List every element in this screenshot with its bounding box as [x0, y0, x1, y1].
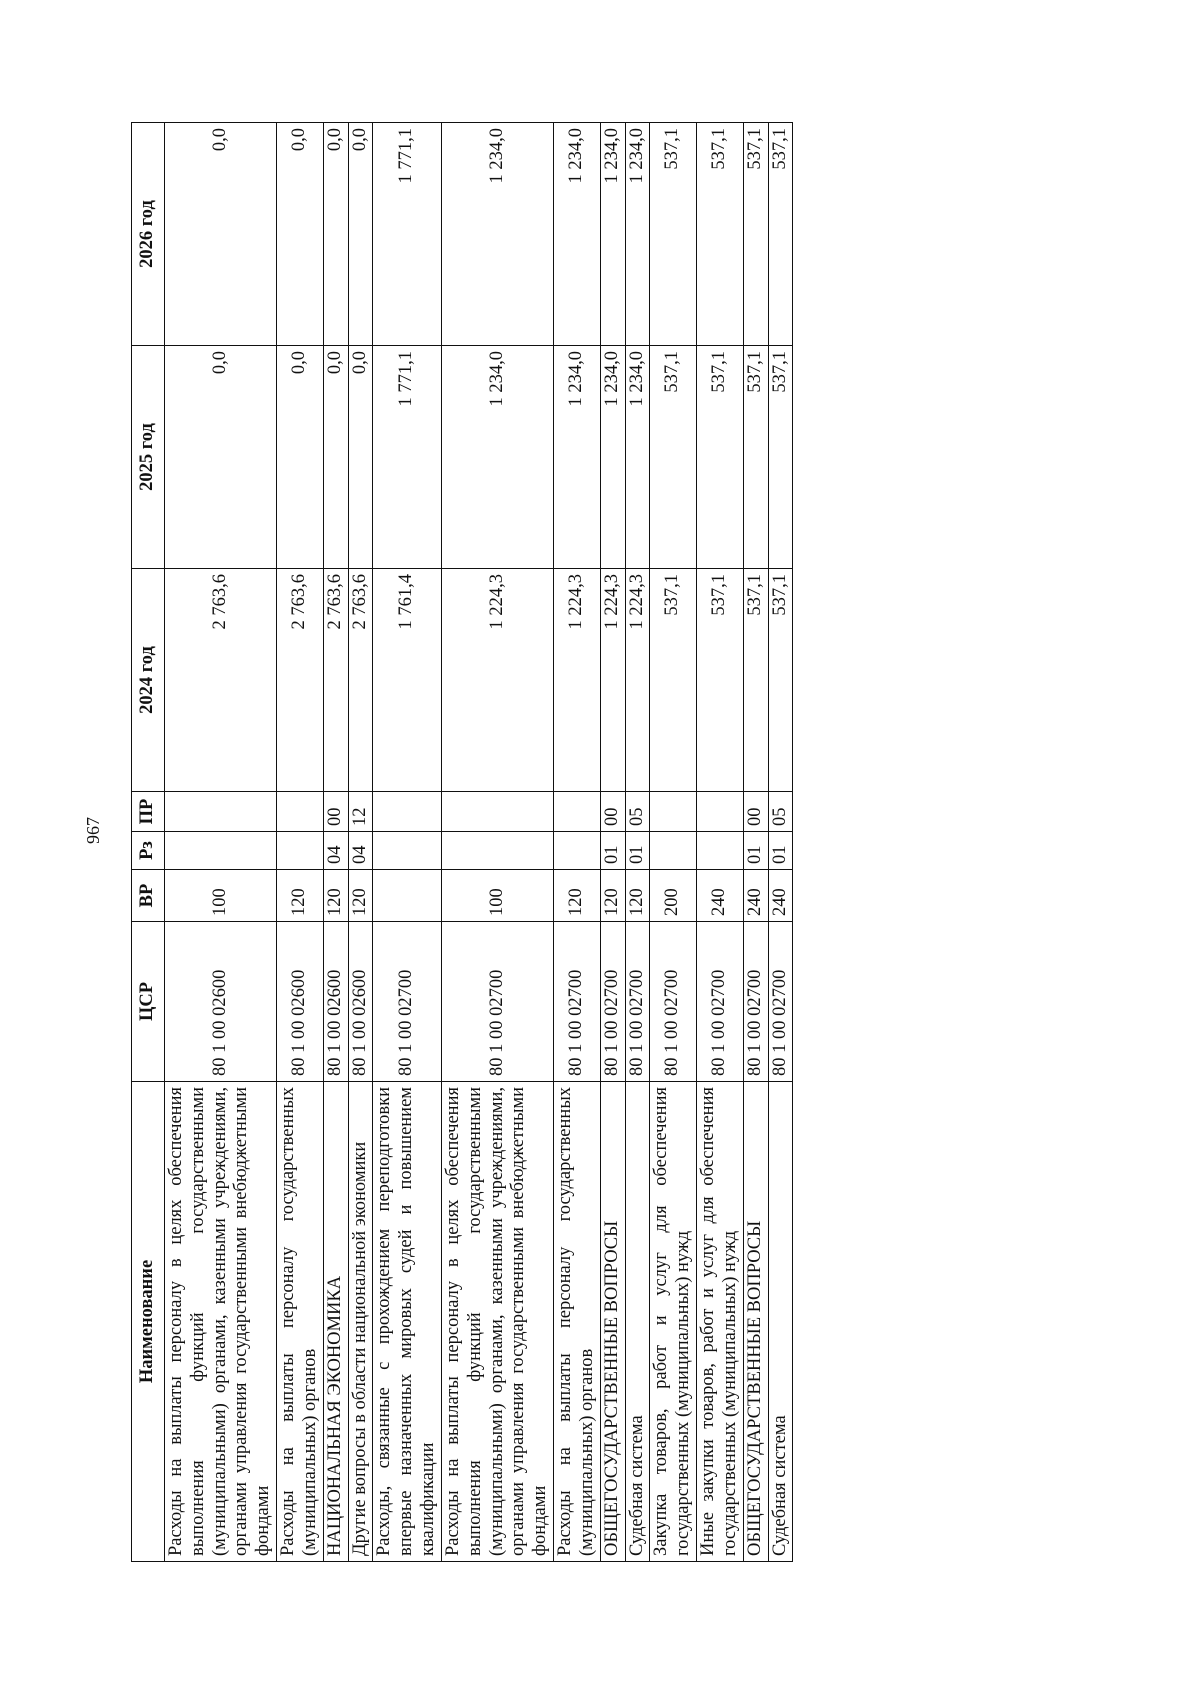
cell-2025: 537,1: [768, 346, 793, 569]
cell-2024: 1 224,3: [441, 569, 553, 792]
cell-rz: [277, 832, 324, 870]
cell-rz: [441, 832, 553, 870]
cell-pr: 05: [768, 792, 793, 832]
cell-csr: 80 1 00 02600: [323, 922, 348, 1082]
cell-2026: 1 234,0: [625, 123, 650, 346]
cell-csr: 80 1 00 02600: [348, 922, 373, 1082]
cell-csr: 80 1 00 02700: [554, 922, 601, 1082]
table-body: [165, 123, 793, 1562]
budget-table: [131, 122, 793, 1562]
cell-2026: 0,0: [277, 123, 324, 346]
cell-2025: 1 234,0: [441, 346, 553, 569]
cell-rz: 01: [625, 832, 650, 870]
table-row: [554, 123, 601, 1562]
cell-2025: 537,1: [697, 346, 744, 569]
cell-2024: 2 763,6: [277, 569, 324, 792]
cell-name: Расходы на выплаты персоналу государственных (муниципальных) органов: [277, 1082, 324, 1562]
cell-2025: 1 234,0: [554, 346, 601, 569]
cell-2025: 1 234,0: [600, 346, 625, 569]
cell-name: ОБЩЕГОСУДАРСТВЕННЫЕ ВОПРОСЫ: [600, 1082, 625, 1562]
cell-name: Судебная система: [768, 1082, 793, 1562]
cell-2026: 0,0: [165, 123, 277, 346]
cell-vr: 100: [165, 870, 277, 922]
cell-pr: 00: [600, 792, 625, 832]
cell-2026: 537,1: [743, 123, 768, 346]
table-row: [625, 123, 650, 1562]
cell-pr: [277, 792, 324, 832]
table-row: [743, 123, 768, 1562]
table-row: [277, 123, 324, 1562]
cell-2024: 2 763,6: [323, 569, 348, 792]
cell-2026: 537,1: [650, 123, 697, 346]
cell-csr: 80 1 00 02700: [600, 922, 625, 1082]
cell-csr: 80 1 00 02600: [165, 922, 277, 1082]
header-csr: ЦСР: [132, 922, 165, 1082]
cell-rz: [554, 832, 601, 870]
cell-name: Расходы на выплаты персоналу в целях обеспечения выполнения функций государственными (муниципальными) органами, казенными учреждениями, органами управления государственными внебюджетными фондами: [165, 1082, 277, 1562]
cell-2026: 537,1: [768, 123, 793, 346]
table-row: [441, 123, 553, 1562]
cell-2026: 1 234,0: [441, 123, 553, 346]
cell-2024: 2 763,6: [348, 569, 373, 792]
cell-2026: 0,0: [323, 123, 348, 346]
cell-vr: 240: [697, 870, 744, 922]
table-row: [600, 123, 625, 1562]
table-row: [650, 123, 697, 1562]
cell-name: Иные закупки товаров, работ и услуг для обеспечения государственных (муниципальных) нужд: [697, 1082, 744, 1562]
cell-2025: 1 771,1: [373, 346, 441, 569]
cell-name: Другие вопросы в области национальной экономики: [348, 1082, 373, 1562]
cell-csr: 80 1 00 02700: [373, 922, 441, 1082]
cell-2026: 1 771,1: [373, 123, 441, 346]
cell-name: ОБЩЕГОСУДАРСТВЕННЫЕ ВОПРОСЫ: [743, 1082, 768, 1562]
cell-rz: [697, 832, 744, 870]
cell-rz: 01: [600, 832, 625, 870]
header-rz: Рз: [132, 832, 165, 870]
cell-pr: 00: [743, 792, 768, 832]
header-2024: 2024 год: [132, 569, 165, 792]
cell-2024: 2 763,6: [165, 569, 277, 792]
cell-2024: 1 224,3: [554, 569, 601, 792]
header-vr: ВР: [132, 870, 165, 922]
cell-csr: 80 1 00 02700: [650, 922, 697, 1082]
header-2025: 2025 год: [132, 346, 165, 569]
cell-pr: [373, 792, 441, 832]
page-number: 967: [83, 817, 103, 844]
cell-pr: 05: [625, 792, 650, 832]
cell-2025: 0,0: [348, 346, 373, 569]
cell-name: НАЦИОНАЛЬНАЯ ЭКОНОМИКА: [323, 1082, 348, 1562]
cell-2026: 0,0: [348, 123, 373, 346]
cell-rz: 04: [323, 832, 348, 870]
table-row: [768, 123, 793, 1562]
cell-pr: [650, 792, 697, 832]
table-row: [697, 123, 744, 1562]
cell-vr: 120: [323, 870, 348, 922]
cell-2026: 1 234,0: [554, 123, 601, 346]
cell-2025: 1 234,0: [625, 346, 650, 569]
cell-csr: 80 1 00 02700: [697, 922, 744, 1082]
table-row: [373, 123, 441, 1562]
table-header-row: [132, 123, 165, 1562]
cell-2025: 537,1: [650, 346, 697, 569]
cell-pr: 00: [323, 792, 348, 832]
cell-vr: 120: [277, 870, 324, 922]
cell-vr: 100: [441, 870, 553, 922]
cell-rz: [165, 832, 277, 870]
cell-pr: [441, 792, 553, 832]
cell-2025: 0,0: [165, 346, 277, 569]
cell-2024: 537,1: [743, 569, 768, 792]
cell-vr: 120: [554, 870, 601, 922]
cell-name: Расходы на выплаты персоналу государственных (муниципальных) органов: [554, 1082, 601, 1562]
cell-2025: 0,0: [323, 346, 348, 569]
cell-rz: 01: [743, 832, 768, 870]
cell-rz: 04: [348, 832, 373, 870]
table-row: [348, 123, 373, 1562]
cell-2024: 1 224,3: [625, 569, 650, 792]
cell-name: Расходы на выплаты персоналу в целях обеспечения выполнения функций государственными (муниципальными) органами, казенными учреждениями, органами управления государственными внебюджетными фондами: [441, 1082, 553, 1562]
cell-rz: [650, 832, 697, 870]
cell-name: Расходы, связанные с прохождением переподготовки впервые назначенных мировых судей и повышением квалификации: [373, 1082, 441, 1562]
cell-pr: [697, 792, 744, 832]
cell-rz: [373, 832, 441, 870]
cell-csr: 80 1 00 02700: [743, 922, 768, 1082]
cell-2026: 537,1: [697, 123, 744, 346]
cell-2024: 537,1: [768, 569, 793, 792]
cell-pr: [554, 792, 601, 832]
cell-vr: 200: [650, 870, 697, 922]
header-name: Наименование: [132, 1082, 165, 1562]
cell-pr: 12: [348, 792, 373, 832]
header-pr: ПР: [132, 792, 165, 832]
cell-name: Закупка товаров, работ и услуг для обеспечения государственных (муниципальных) нужд: [650, 1082, 697, 1562]
cell-csr: 80 1 00 02700: [441, 922, 553, 1082]
cell-vr: 120: [625, 870, 650, 922]
cell-pr: [165, 792, 277, 832]
table-row: [165, 123, 277, 1562]
table-row: [323, 123, 348, 1562]
cell-vr: 120: [600, 870, 625, 922]
cell-vr: [373, 870, 441, 922]
cell-2024: 1 761,4: [373, 569, 441, 792]
cell-vr: 240: [768, 870, 793, 922]
header-2026: 2026 год: [132, 123, 165, 346]
cell-csr: 80 1 00 02600: [277, 922, 324, 1082]
cell-rz: 01: [768, 832, 793, 870]
cell-name: Судебная система: [625, 1082, 650, 1562]
cell-vr: 120: [348, 870, 373, 922]
cell-vr: 240: [743, 870, 768, 922]
cell-2024: 537,1: [697, 569, 744, 792]
cell-csr: 80 1 00 02700: [625, 922, 650, 1082]
cell-2025: 0,0: [277, 346, 324, 569]
rotated-page-content: [131, 122, 933, 1562]
cell-2024: 537,1: [650, 569, 697, 792]
cell-2026: 1 234,0: [600, 123, 625, 346]
cell-2024: 1 224,3: [600, 569, 625, 792]
cell-csr: 80 1 00 02700: [768, 922, 793, 1082]
cell-2025: 537,1: [743, 346, 768, 569]
